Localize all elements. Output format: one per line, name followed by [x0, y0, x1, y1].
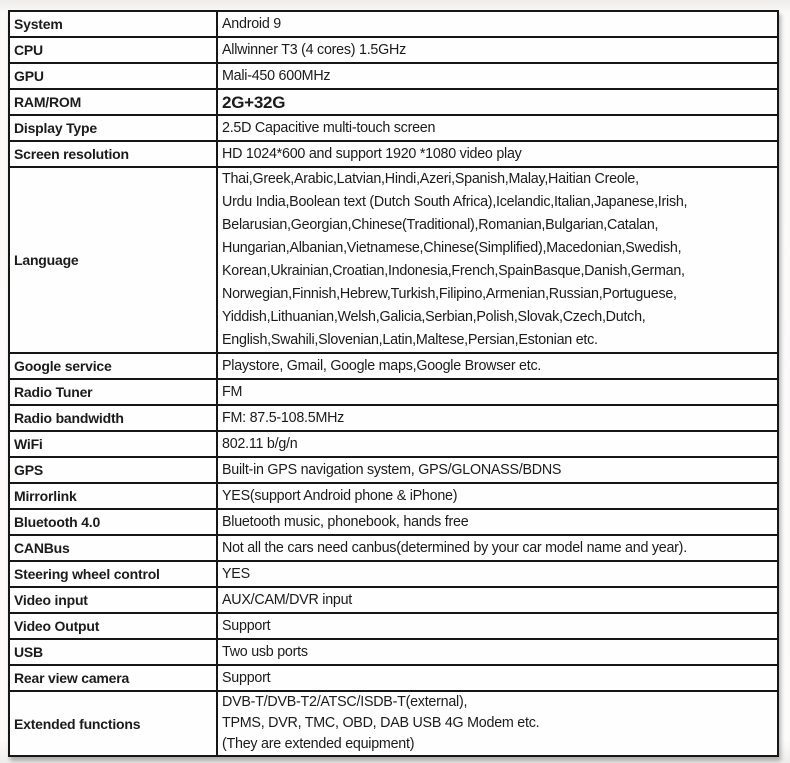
spec-value-line: HD 1024*600 and support 1920 *1080 video play [222, 145, 522, 162]
spec-label: Steering wheel control [9, 561, 217, 587]
spec-value-line: FM: 87.5-108.5MHz [222, 409, 345, 426]
spec-value [217, 483, 778, 509]
spec-table-container [8, 10, 779, 757]
spec-value-line: Korean,Ukrainian,Croatian,Indonesia,French,SpainBasque,Danish,German, [222, 263, 685, 279]
spec-value-line: Support [222, 669, 271, 686]
spec-label: USB [9, 639, 217, 665]
spec-value [217, 457, 778, 483]
table-row [9, 63, 778, 89]
table-row [9, 405, 778, 431]
table-row [9, 691, 778, 756]
spec-value-line: FM [222, 383, 243, 400]
table-row [9, 89, 778, 115]
spec-value-line: Built-in GPS navigation system, GPS/GLONASS/BDNS [222, 461, 562, 478]
table-row [9, 379, 778, 405]
spec-value [217, 431, 778, 457]
spec-value [217, 379, 778, 405]
spec-label: GPS [9, 457, 217, 483]
spec-value [217, 665, 778, 691]
spec-value [217, 37, 778, 63]
table-row [9, 483, 778, 509]
spec-label: WiFi [9, 431, 217, 457]
spec-value [217, 691, 778, 756]
spec-value [217, 11, 778, 37]
spec-value [217, 587, 778, 613]
spec-value-line: DVB-T/DVB-T2/ATSC/ISDB-T(external), [222, 694, 468, 710]
spec-value-line: Hungarian,Albanian,Vietnamese,Chinese(Simplified),Macedonian,Swedish, [222, 240, 682, 256]
table-row [9, 509, 778, 535]
spec-value [217, 613, 778, 639]
spec-value [217, 89, 778, 115]
spec-value-line: TPMS, DVR, TMC, OBD, DAB USB 4G Modem etc. [222, 715, 540, 731]
table-row [9, 167, 778, 353]
spec-value-line: Allwinner T3 (4 cores) 1.5GHz [222, 41, 406, 58]
spec-value-line: Android 9 [222, 15, 281, 32]
spec-table [8, 10, 779, 757]
table-row [9, 587, 778, 613]
spec-label: Radio Tuner [9, 379, 217, 405]
table-row [9, 561, 778, 587]
spec-label: Video Output [9, 613, 217, 639]
spec-value [217, 561, 778, 587]
spec-label: Radio bandwidth [9, 405, 217, 431]
spec-table-body [9, 11, 778, 756]
spec-label: Language [9, 167, 217, 353]
spec-label: Display Type [9, 115, 217, 141]
spec-value-line: AUX/CAM/DVR input [222, 591, 353, 608]
spec-value [217, 141, 778, 167]
spec-label: CANBus [9, 535, 217, 561]
spec-value-line: Support [222, 617, 271, 634]
spec-label: Extended functions [9, 691, 217, 756]
spec-label: Screen resolution [9, 141, 217, 167]
spec-value-line: YES(support Android phone & iPhone) [222, 487, 458, 504]
spec-value-line: Yiddish,Lithuanian,Welsh,Galicia,Serbian,Polish,Slovak,Czech,Dutch, [222, 309, 646, 325]
spec-label: GPU [9, 63, 217, 89]
table-row [9, 37, 778, 63]
table-row [9, 535, 778, 561]
spec-value [217, 115, 778, 141]
spec-value-line: (They are extended equipment) [222, 736, 415, 752]
spec-label: Google service [9, 353, 217, 379]
table-row [9, 11, 778, 37]
spec-label: RAM/ROM [9, 89, 217, 115]
spec-label: System [9, 11, 217, 37]
spec-value-line: Not all the cars need canbus(determined by your car model name and year). [222, 539, 687, 556]
table-row [9, 665, 778, 691]
table-row [9, 639, 778, 665]
spec-value-line: Belarusian,Georgian,Chinese(Traditional),Romanian,Bulgarian,Catalan, [222, 217, 659, 233]
spec-value-line: Urdu India,Boolean text (Dutch South Africa),Icelandic,Italian,Japanese,Irish, [222, 194, 688, 210]
spec-value [217, 167, 778, 353]
spec-label: Bluetooth 4.0 [9, 509, 217, 535]
spec-value-line: 802.11 b/g/n [222, 435, 298, 452]
table-row [9, 431, 778, 457]
spec-value-line: Mali-450 600MHz [222, 67, 331, 84]
spec-value [217, 639, 778, 665]
spec-value [217, 535, 778, 561]
spec-label: CPU [9, 37, 217, 63]
spec-value-line: Bluetooth music, phonebook, hands free [222, 513, 469, 530]
spec-value-line: Playstore, Gmail, Google maps,Google Browser etc. [222, 357, 542, 374]
spec-value [217, 353, 778, 379]
spec-value [217, 405, 778, 431]
spec-value-line: Two usb ports [222, 643, 308, 660]
table-row [9, 457, 778, 483]
spec-value-line: 2G+32G [222, 92, 286, 112]
table-row [9, 613, 778, 639]
spec-value [217, 63, 778, 89]
spec-value-line: Norwegian,Finnish,Hebrew,Turkish,Filipino,Armenian,Russian,Portuguese, [222, 286, 677, 302]
spec-value-line: English,Swahili,Slovenian,Latin,Maltese,Persian,Estonian etc. [222, 332, 598, 348]
spec-label: Video input [9, 587, 217, 613]
spec-label: Mirrorlink [9, 483, 217, 509]
spec-value [217, 509, 778, 535]
table-row [9, 141, 778, 167]
spec-label: Rear view camera [9, 665, 217, 691]
table-row [9, 353, 778, 379]
spec-value-line: 2.5D Capacitive multi-touch screen [222, 119, 436, 136]
spec-value-line: YES [222, 565, 250, 582]
table-row [9, 115, 778, 141]
spec-value-line: Thai,Greek,Arabic,Latvian,Hindi,Azeri,Spanish,Malay,Haitian Creole, [222, 171, 639, 187]
